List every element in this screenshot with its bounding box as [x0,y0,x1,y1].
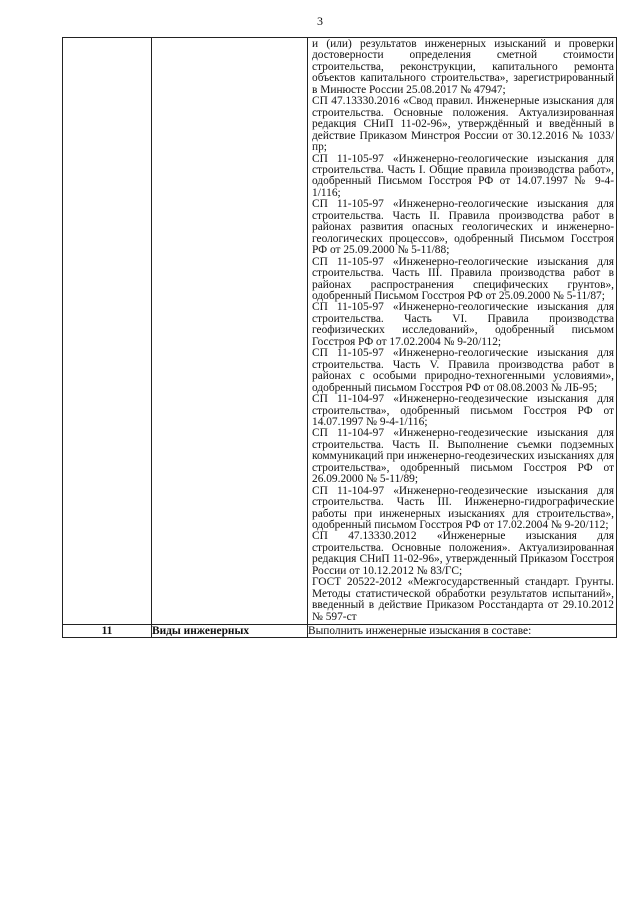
regulation-paragraph: СП 47.13330.2012 «Инженерные изыскания для строительства. Основные положения». Актуализированная редакция СНиП 11-02-96», утвержденный Приказом Госстроя России от 10.12.2012 № 83/ГС; [312,530,614,577]
regulation-paragraph: СП 47.13330.2016 «Свод правил. Инженерные изыскания для строительства. Основные положения. Актуализированная редакция СНиП 11-02-96», утверждённый и введённый в действие Приказом Минстроя России от 30.12.2016 № 1033/пр; [312,95,614,154]
regulation-paragraph: ГОСТ 20522-2012 «Межгосударственный стандарт. Грунты. Методы статистической обработки результатов испытаний», введенный в действие Приказом Росстандарта от 29.10.2012 № 597-ст [312,576,614,623]
requirements-table [62,37,617,638]
row-number-cell [63,38,152,625]
table-row-continued [63,38,617,625]
regulations-list [308,38,616,624]
regulation-paragraph: СП 11-105-97 «Инженерно-геологические изыскания для строительства. Часть III. Правила производства работ в районах распространения специфических грунтов», одобренный Письмом Госстроя РФ от 25.09.2000 № 5-11/87; [312,255,614,302]
row-title-cell [152,38,308,625]
regulation-paragraph: СП 11-105-97 «Инженерно-геологические изыскания для строительства. Часть II. Правила производства работ в районах развития опасных геологических и инженерно-геологических процессов», одобренный Письмом Госстроя РФ от 25.09.2000 № 5-11/88; [312,198,614,257]
regulation-paragraph: СП 11-104-97 «Инженерно-геодезические изыскания для строительства», одобренный письмом Госстроя РФ от 14.07.1997 № 9-4-1/116; [312,393,614,428]
row-content-cell [308,38,617,625]
table-row-11 [63,625,617,638]
regulation-paragraph: СП 11-105-97 «Инженерно-геологические изыскания для строительства. Часть VI. Правила производства геофизических исследований», одобренный письмом Госстроя РФ от 17.02.2004 № 9-20/112; [312,301,614,348]
row-number: 11 [63,625,152,638]
row-title: Виды инженерных [152,625,308,638]
regulation-paragraph: СП 11-104-97 «Инженерно-геодезические изыскания для строительства. Часть III. Инженерно-гидрографические работы при инженерных изысканиях для строительства», одобренный письмом Госстроя РФ от 17.02.2004 № 9-20/112; [312,484,614,532]
regulation-paragraph: и (или) результатов инженерных изысканий и проверки достоверности определения сметной стоимости строительства, реконструкции, капитального ремонта объектов капитального строительства», зарегистрированный в Минюсте России 25.08.2017 № 47947; [312,38,614,96]
regulation-paragraph: СП 11-105-97 «Инженерно-геологические изыскания для строительства. Часть V. Правила производства работ в районах с особыми природно-техногенными условиями», одобренный письмом Госстроя РФ от 08.08.2003 № ЛБ-95; [312,347,614,394]
row-text: Выполнить инженерные изыскания в составе: [308,625,617,638]
regulation-paragraph: СП 11-105-97 «Инженерно-геологические изыскания для строительства. Часть I. Общие правила производства работ», одобренный Письмом Госстроя РФ от 14.07.1997 № 9-4-1/116; [312,152,614,199]
page-number: 3 [317,14,323,28]
regulation-paragraph: СП 11-104-97 «Инженерно-геодезические изыскания для строительства. Часть II. Выполнение съемки подземных коммуникаций при инженерно-геодезических изысканиях для строительства», одобренный письмом Госстроя РФ от 26.09.2000 № 5-11/89; [312,427,614,486]
